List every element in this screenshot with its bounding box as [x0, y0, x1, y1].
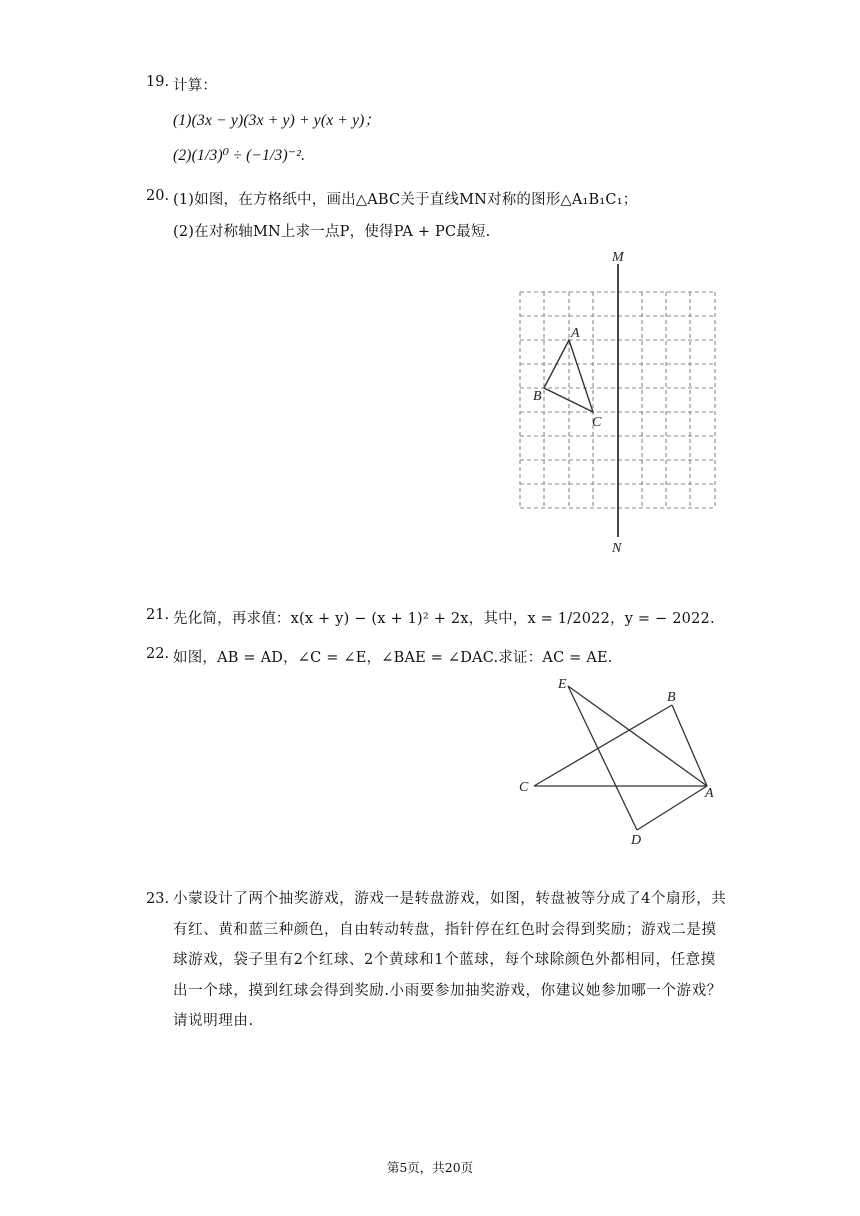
label-b2: B	[667, 690, 676, 705]
label-n: N	[612, 541, 622, 556]
label-b: B	[533, 389, 542, 404]
q20-part2: (2)在对称轴MN上求一点P，使得PA + PC最短.	[173, 224, 491, 240]
question-number-20: 20.	[146, 188, 170, 204]
question-number-21: 21.	[146, 607, 170, 623]
q23-text: 小蒙设计了两个抽奖游戏，游戏一是转盘游戏，如图，转盘被等分成了4个扇形，共有红、黄和蓝三种颜色，自由转动转盘，指针停在红色时会得到奖励；游戏二是摸球游戏，袋子里有2个红球、2个黄球和1个蓝球，每个球除颜色外都相同，任意摸出一个球，摸到红球会得到奖励.小雨要参加抽奖游戏，你建议她参加哪一个游戏？请说明理由.	[173, 891, 727, 1029]
q21-text: 先化简，再求值：x(x + y) − (x + 1)² + 2x，其中，x = 1/2022，y = − 2022.	[173, 611, 715, 627]
label-a2: A	[705, 786, 714, 801]
label-c: C	[592, 415, 602, 430]
label-d: D	[631, 833, 642, 848]
label-m: M	[612, 250, 624, 265]
page-footer: 第5页，共20页	[386, 1160, 474, 1175]
q22-text: 如图，AB = AD，∠C = ∠E，∠BAE = ∠DAC.求证：AC = AE.	[173, 650, 613, 666]
q19-part2: (2)(1/3)⁰ ÷ (−1/3)⁻².	[173, 147, 306, 164]
question-number-22: 22.	[146, 646, 170, 662]
grid-figure	[505, 242, 735, 562]
question-number-19: 19.	[146, 74, 170, 90]
q20-part1: (1)如图，在方格纸中，画出△ABC关于直线MN对称的图形△A₁B₁C₁；	[173, 192, 638, 208]
label-c2: C	[519, 780, 529, 795]
triangle-figure	[510, 670, 730, 850]
q19-part1: (1)(3x − y)(3x + y) + y(x + y)；	[173, 112, 381, 129]
q19-stem: 计算：	[173, 78, 218, 94]
question-number-23: 23.	[146, 891, 170, 907]
figure-lines	[534, 686, 707, 830]
label-e: E	[558, 677, 567, 692]
label-a: A	[571, 326, 580, 341]
